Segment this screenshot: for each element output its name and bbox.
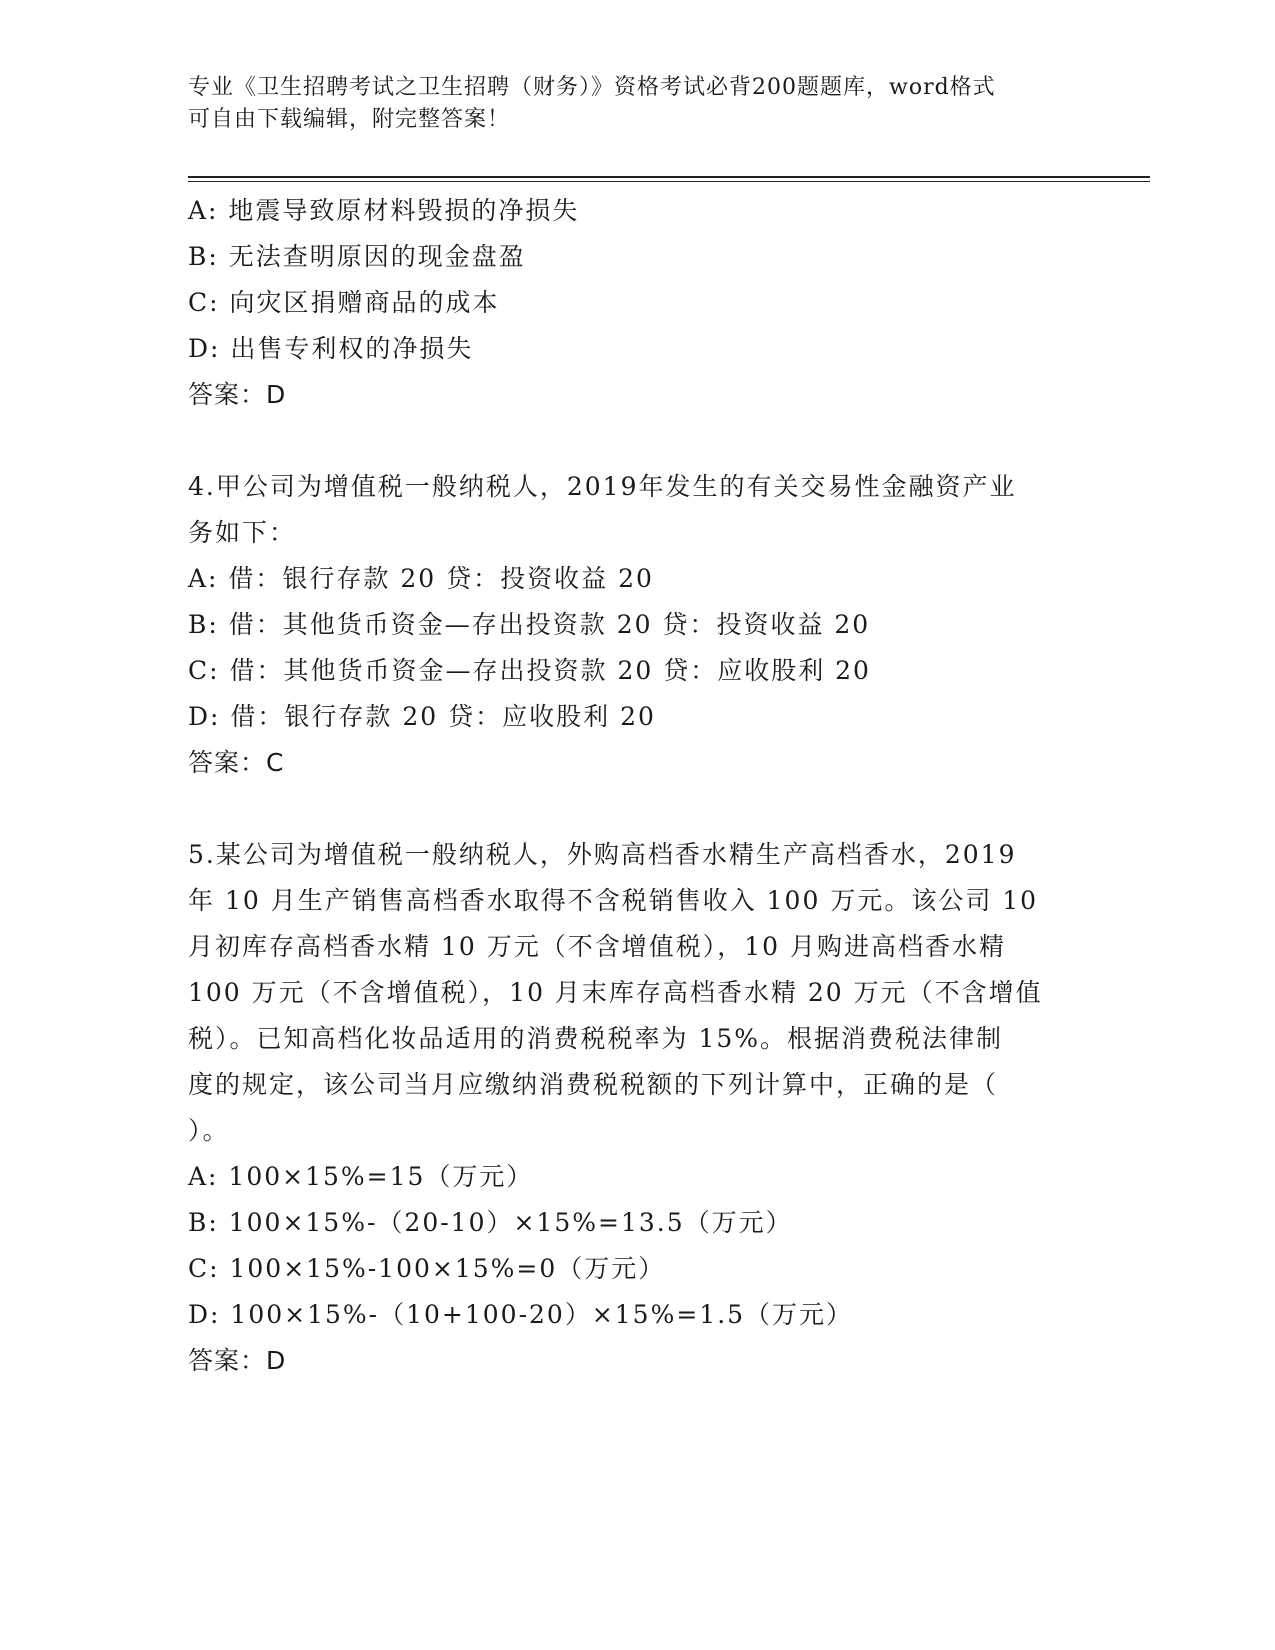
question-stem-line: 100 万元（不含增值税），10 月末库存高档香水精 20 万元（不含增值 <box>188 978 1043 1007</box>
option-c: C: 向灾区捐赠商品的成本 <box>188 288 500 317</box>
question-stem-line: 月初库存高档香水精 10 万元（不含增值税），10 月购进高档香水精 <box>188 932 1006 961</box>
document-header <box>188 72 1068 136</box>
spacer <box>188 786 1088 832</box>
question-3-block <box>188 188 1088 418</box>
option-d: D: 100×15%-（10+100-20）×15%=1.5（万元） <box>188 1300 854 1329</box>
option-c: C: 100×15%-100×15%=0（万元） <box>188 1254 666 1283</box>
question-stem-line: ）。 <box>188 1116 230 1145</box>
option-b: B: 100×15%-（20-10）×15%=13.5（万元） <box>188 1208 793 1237</box>
answer-line: 答案：C <box>188 748 285 777</box>
spacer <box>188 418 1088 464</box>
header-divider-thick <box>188 176 1150 178</box>
answer-line: 答案：D <box>188 380 287 409</box>
header-divider-thin <box>188 181 1150 182</box>
option-b: B: 无法查明原因的现金盘盈 <box>188 242 526 271</box>
option-d: D: 借：银行存款 20 贷：应收股利 20 <box>188 702 656 731</box>
option-a: A: 地震导致原材料毁损的净损失 <box>188 196 580 225</box>
answer-line: 答案：D <box>188 1346 287 1375</box>
question-stem-line: 5.某公司为增值税一般纳税人，外购高档香水精生产高档香水，2019 <box>188 840 1017 869</box>
header-line-1: 专业《卫生招聘考试之卫生招聘（财务）》资格考试必背200题题库，word格式 <box>188 75 996 100</box>
option-c: C: 借：其他货币资金—存出投资款 20 贷：应收股利 20 <box>188 656 871 685</box>
question-stem-line: 税）。已知高档化妆品适用的消费税税率为 15%。根据消费税法律制 <box>188 1024 1004 1053</box>
question-4-block <box>188 464 1088 786</box>
document-body <box>188 188 1088 1384</box>
question-stem-line: 4.甲公司为增值税一般纳税人，2019年发生的有关交易性金融资产业 <box>188 472 1017 501</box>
question-5-block <box>188 832 1088 1384</box>
header-line-2: 可自由下载编辑，附完整答案！ <box>188 107 511 132</box>
option-a: A: 100×15%=15（万元） <box>188 1162 534 1191</box>
question-stem-line: 务如下： <box>188 518 297 547</box>
question-stem-line: 度的规定，该公司当月应缴纳消费税税额的下列计算中，正确的是（ <box>188 1070 999 1099</box>
option-b: B: 借：其他货币资金—存出投资款 20 贷：投资收益 20 <box>188 610 871 639</box>
option-a: A: 借：银行存款 20 贷：投资收益 20 <box>188 564 654 593</box>
question-stem-line: 年 10 月生产销售高档香水取得不含税销售收入 100 万元。该公司 10 <box>188 886 1039 915</box>
option-d: D: 出售专利权的净损失 <box>188 334 474 363</box>
